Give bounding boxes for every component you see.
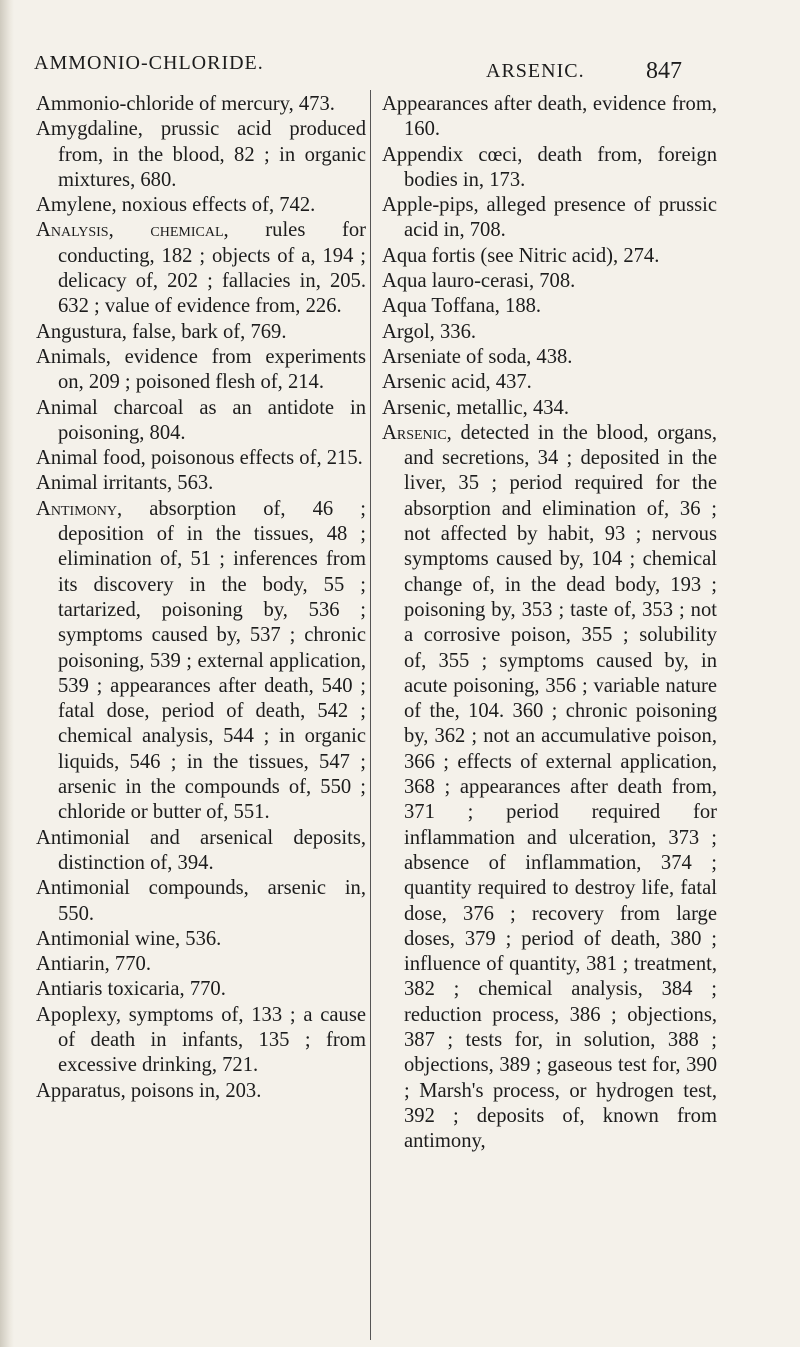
index-entry-text: Animal food, poisonous effects of, 215. [36, 447, 363, 470]
index-entry-text: Aqua Toffana, 188. [382, 295, 542, 318]
index-entry-text: Ammonio-chloride of mercury, 473. [36, 93, 335, 115]
index-entry-text: Aqua fortis (see Nitric acid), 274. [382, 244, 660, 267]
index-entry [36, 117, 366, 193]
index-entry [382, 396, 717, 421]
index-entry [382, 345, 717, 370]
column-divider [370, 90, 371, 1340]
index-entry-text: Antimonial and arsenical deposits, distinction of, 394. [36, 826, 366, 874]
index-entry [36, 218, 366, 319]
index-entry [36, 446, 366, 471]
index-keyword: Analysis, chemical, [36, 219, 229, 242]
index-entry [36, 927, 366, 952]
index-entry-text: Animal irritants, 563. [36, 472, 214, 495]
running-head-left: AMMONIO-CHLORIDE. [34, 52, 264, 74]
index-entry [36, 471, 366, 496]
index-entry [382, 92, 717, 143]
index-entry [36, 1003, 366, 1079]
index-entry-text: Amygdaline, prussic acid produced from, in the blood, 82 ; in organic mixtures, 680. [36, 118, 366, 191]
index-entry [382, 294, 717, 319]
index-entry-text: Appendix cœci, death from, foreign bodies in, 173. [382, 143, 717, 191]
index-entry-text: absorption of, 46 ; deposition of in the tissues, 48 ; elimination of, 51 ; inferences from its discovery in the body, 55 ; tartarized, poisoning by, 536 ; symptoms caused by, 537 ; chronic poisoning, 539 ; external application, 539 ; appearances after death, 540 ; fatal dose, period of death, 542 ; chemical analysis, 544 ; in organic liquids, 546 ; in the tissues, 547 ; arsenic in the compounds of, 550 ; chloride or butter of, 551. [58, 497, 366, 824]
index-entry-text: Animals, evidence from experiments on, 209 ; poisoned flesh of, 214. [36, 345, 366, 394]
page-number: 847 [646, 58, 682, 84]
index-entry [382, 244, 717, 269]
index-entry [36, 952, 366, 977]
index-entry-text: Aqua lauro-cerasi, 708. [382, 270, 576, 293]
index-entry-text: Apoplexy, symptoms of, 133 ; a cause of death in infants, 135 ; from excessive drinking, 721. [36, 1003, 366, 1077]
index-keyword: Arsenic, [382, 421, 452, 444]
index-entry [36, 1079, 366, 1104]
index-entry [36, 876, 366, 927]
index-entry [382, 143, 717, 194]
running-head-center: ARSENIC. [486, 60, 585, 82]
index-column-left [36, 92, 366, 1104]
index-entry-text: Arsenic acid, 437. [382, 371, 532, 394]
index-entry [36, 977, 366, 1002]
index-entry-text: Apple-pips, alleged presence of prussic acid in, 708. [382, 194, 717, 242]
index-entry-text: detected in the blood, organs, and secretions, 34 ; deposited in the liver, 35 ; period required for the absorption and elimination of, 36 ; not affected by habit, 93 ; nervous symptoms caused by, 104 ; chemical change of, in the dead body, 193 ; poisoning by, 353 ; taste of, 353 ; not a corrosive poison, 355 ; solubility of, 355 ; symptoms caused by, in acute poisoning, 356 ; variable nature of the, 104. 360 ; chronic poisoning by, 362 ; not an accumulative poison, 366 ; effects of external application, 368 ; appearances after death from, 371 ; period required for inflammation and ulceration, 373 ; absence of inflammation, 374 ; quantity required to destroy life, fatal dose, 376 ; recovery from large doses, 379 ; period of death, 380 ; influence of quantity, 381 ; treatment, 382 ; chemical analysis, 384 ; reduction process, 386 ; objections, 387 ; tests for, in solution, 388 ; objections, 389 ; gaseous test for, 390 ; Marsh's process, or hydrogen test, 392 ; deposits of, known from antimony, [404, 421, 717, 1153]
index-entry [36, 92, 366, 117]
index-entry-text: Antimonial wine, 536. [36, 927, 222, 950]
index-keyword: Antimony, [36, 497, 123, 520]
index-entry [382, 269, 717, 294]
index-entry-text: Appearances after death, evidence from, 160. [382, 93, 717, 141]
index-entry [36, 193, 366, 218]
index-entry-text: rules for conducting, 182 ; objects of a, 194 ; delicacy of, 202 ; fallacies in, 205. 632 ; value of evidence from, 226. [58, 219, 366, 318]
index-entry [382, 193, 717, 244]
index-entry [36, 826, 366, 877]
index-entry-text: Animal charcoal as an antidote in poisoning, 804. [36, 396, 366, 444]
index-entry-text: Antiaris toxicaria, 770. [36, 978, 226, 1001]
index-entry-text: Argol, 336. [382, 320, 477, 343]
running-head [0, 52, 800, 82]
index-entry [36, 396, 366, 447]
index-entry [36, 497, 366, 826]
index-entry-text: Antimonial compounds, arsenic in, 550. [36, 877, 366, 925]
index-entry [382, 370, 717, 395]
index-entry [36, 345, 366, 396]
index-entry-text: Antiarin, 770. [36, 953, 151, 976]
index-column-right [382, 92, 717, 1154]
index-entry-text: Arsenic, metallic, 434. [382, 396, 570, 419]
index-entry [36, 320, 366, 345]
index-entry-text: Arseniate of soda, 438. [382, 345, 573, 368]
page-gutter-edge [0, 0, 14, 1347]
index-entry-text: Angustura, false, bark of, 769. [36, 320, 287, 343]
index-entry [382, 421, 717, 1155]
index-entry-text: Apparatus, poisons in, 203. [36, 1079, 262, 1102]
index-entry [382, 320, 717, 345]
index-entry-text: Amylene, noxious effects of, 742. [36, 194, 316, 217]
